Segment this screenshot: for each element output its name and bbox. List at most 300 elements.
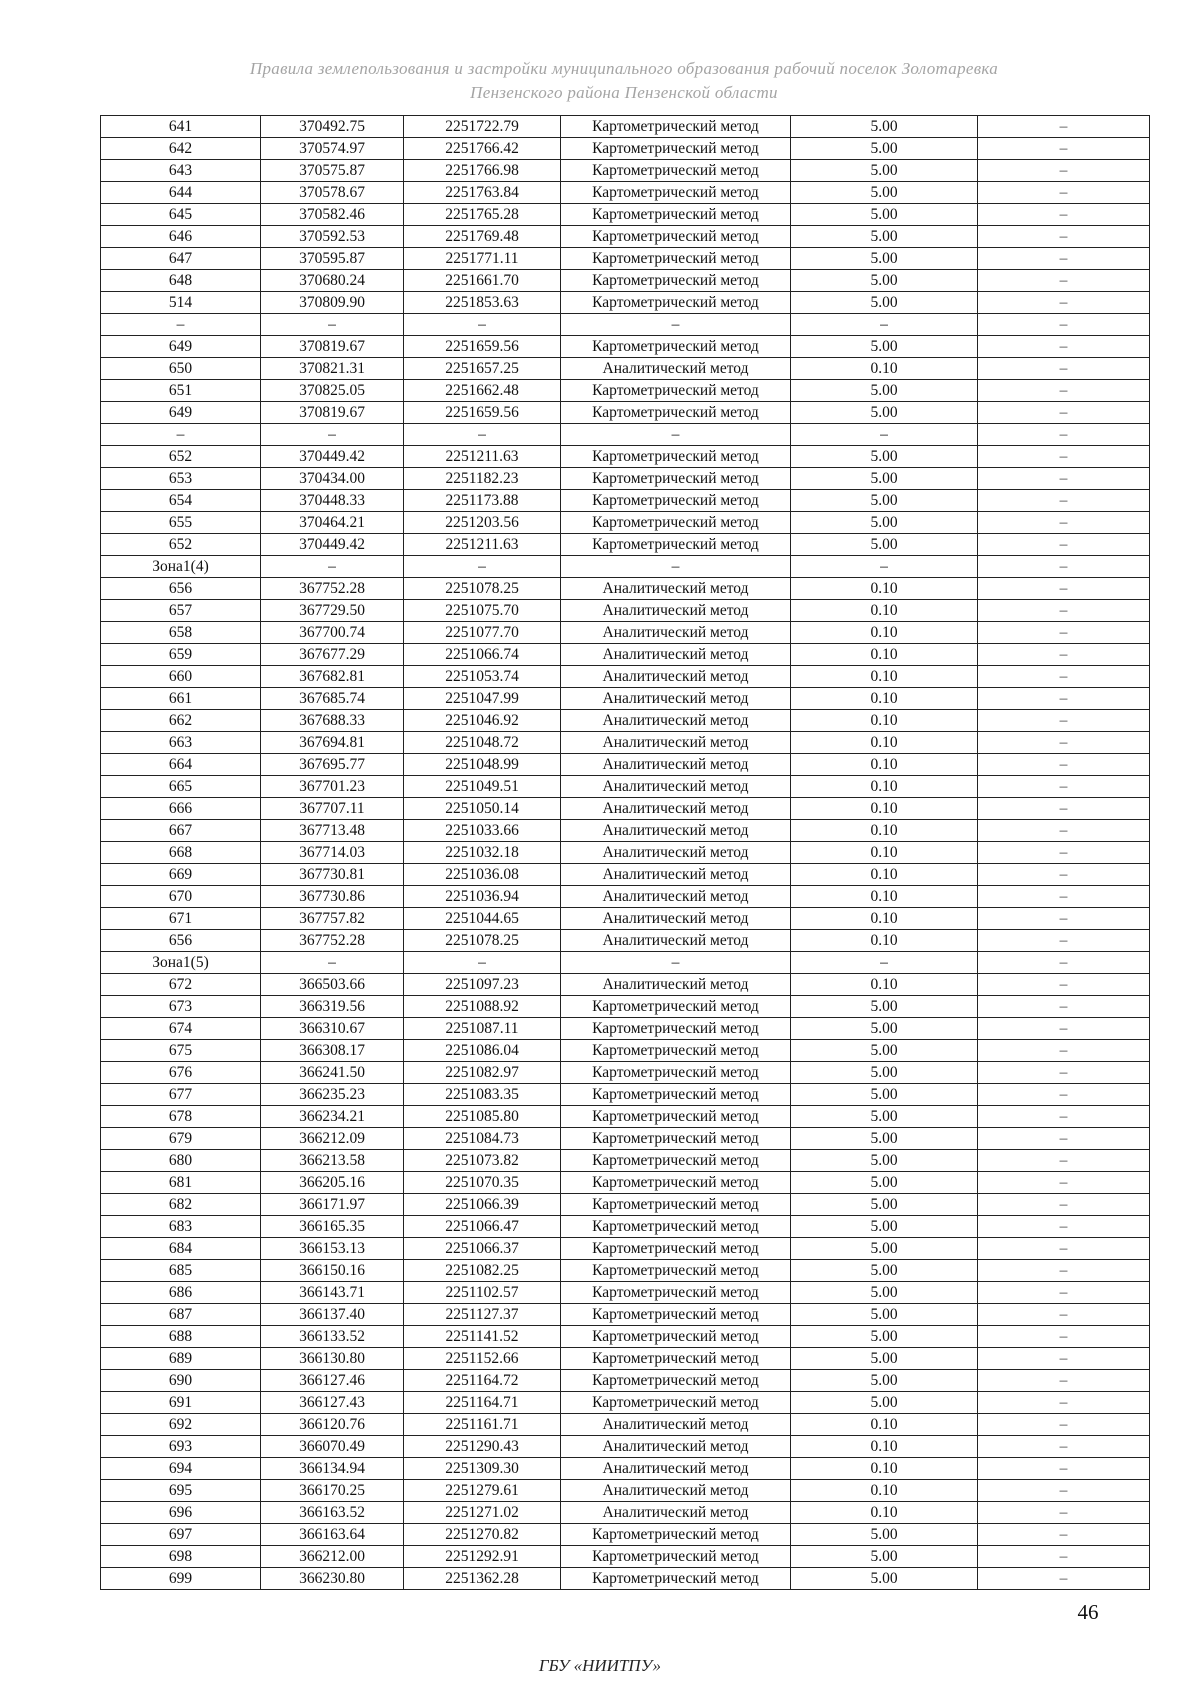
cell-note: – [978, 1568, 1150, 1590]
cell-y-coordinate: 2251211.63 [404, 534, 561, 556]
cell-y-coordinate: 2251077.70 [404, 622, 561, 644]
cell-note: – [978, 1502, 1150, 1524]
cell-point-number: 641 [101, 116, 261, 138]
cell-method: Аналитический метод [561, 864, 791, 886]
cell-note: – [978, 908, 1150, 930]
cell-note: – [978, 1458, 1150, 1480]
cell-note: – [978, 1194, 1150, 1216]
cell-note: – [978, 226, 1150, 248]
cell-note: – [978, 270, 1150, 292]
table-row [101, 1260, 1150, 1282]
cell-point-number: 695 [101, 1480, 261, 1502]
cell-x-coordinate: 370825.05 [261, 380, 404, 402]
cell-y-coordinate: 2251362.28 [404, 1568, 561, 1590]
cell-method: Аналитический метод [561, 820, 791, 842]
cell-x-coordinate: 370449.42 [261, 534, 404, 556]
cell-method: Картометрический метод [561, 1370, 791, 1392]
table-row [101, 490, 1150, 512]
page-number: 46 [1077, 1600, 1099, 1624]
table-row [101, 468, 1150, 490]
cell-x-coordinate: 367714.03 [261, 842, 404, 864]
header-title-line-2: Пензенского района Пензенской области [470, 83, 778, 102]
cell-accuracy: 5.00 [791, 204, 978, 226]
cell-point-number: 666 [101, 798, 261, 820]
cell-x-coordinate: 366503.66 [261, 974, 404, 996]
cell-method: Картометрический метод [561, 490, 791, 512]
cell-accuracy: 0.10 [791, 842, 978, 864]
cell-x-coordinate: – [261, 556, 404, 578]
cell-method: Аналитический метод [561, 886, 791, 908]
cell-accuracy: 5.00 [791, 116, 978, 138]
cell-note: – [978, 138, 1150, 160]
cell-accuracy: 5.00 [791, 270, 978, 292]
document-header [100, 57, 1148, 105]
cell-accuracy: 5.00 [791, 1238, 978, 1260]
cell-point-number: 685 [101, 1260, 261, 1282]
cell-accuracy: 5.00 [791, 336, 978, 358]
cell-x-coordinate: – [261, 952, 404, 974]
cell-point-number: 688 [101, 1326, 261, 1348]
cell-method: Картометрический метод [561, 996, 791, 1018]
table-row [101, 1062, 1150, 1084]
cell-y-coordinate: 2251084.73 [404, 1128, 561, 1150]
cell-x-coordinate: 370680.24 [261, 270, 404, 292]
cell-note: – [978, 1150, 1150, 1172]
cell-y-coordinate: 2251271.02 [404, 1502, 561, 1524]
table-row [101, 1304, 1150, 1326]
cell-point-number: 651 [101, 380, 261, 402]
cell-accuracy: 0.10 [791, 908, 978, 930]
cell-method: Аналитический метод [561, 1414, 791, 1436]
cell-y-coordinate: 2251659.56 [404, 402, 561, 424]
cell-note: – [978, 754, 1150, 776]
table-row [101, 1414, 1150, 1436]
cell-accuracy: – [791, 424, 978, 446]
cell-point-number: 670 [101, 886, 261, 908]
cell-x-coordinate: 366212.09 [261, 1128, 404, 1150]
cell-method: Картометрический метод [561, 138, 791, 160]
cell-point-number: 644 [101, 182, 261, 204]
cell-y-coordinate: 2251211.63 [404, 446, 561, 468]
cell-method: Аналитический метод [561, 930, 791, 952]
cell-x-coordinate: 370582.46 [261, 204, 404, 226]
cell-point-number: 689 [101, 1348, 261, 1370]
cell-note: – [978, 974, 1150, 996]
cell-accuracy: 0.10 [791, 776, 978, 798]
cell-point-number: 680 [101, 1150, 261, 1172]
cell-method: Аналитический метод [561, 688, 791, 710]
cell-note: – [978, 1370, 1150, 1392]
table-row [101, 1150, 1150, 1172]
cell-x-coordinate: 367700.74 [261, 622, 404, 644]
cell-note: – [978, 1436, 1150, 1458]
cell-point-number: 686 [101, 1282, 261, 1304]
table-row [101, 556, 1150, 578]
cell-note: – [978, 1414, 1150, 1436]
cell-point-number: 672 [101, 974, 261, 996]
cell-point-number: 669 [101, 864, 261, 886]
cell-point-number: 656 [101, 578, 261, 600]
table-row [101, 380, 1150, 402]
cell-note: – [978, 776, 1150, 798]
table-row [101, 732, 1150, 754]
cell-note: – [978, 1260, 1150, 1282]
table-row [101, 512, 1150, 534]
table-row [101, 600, 1150, 622]
cell-x-coordinate: – [261, 424, 404, 446]
cell-point-number: 648 [101, 270, 261, 292]
cell-x-coordinate: 367695.77 [261, 754, 404, 776]
cell-accuracy: 0.10 [791, 1458, 978, 1480]
cell-y-coordinate: 2251036.94 [404, 886, 561, 908]
cell-note: – [978, 490, 1150, 512]
cell-accuracy: 5.00 [791, 468, 978, 490]
table-row [101, 226, 1150, 248]
cell-y-coordinate: 2251771.11 [404, 248, 561, 270]
cell-point-number: 681 [101, 1172, 261, 1194]
cell-y-coordinate: 2251073.82 [404, 1150, 561, 1172]
cell-note: – [978, 1062, 1150, 1084]
cell-y-coordinate: 2251127.37 [404, 1304, 561, 1326]
cell-accuracy: 5.00 [791, 1524, 978, 1546]
cell-accuracy: 5.00 [791, 534, 978, 556]
table-row [101, 1524, 1150, 1546]
cell-accuracy: 5.00 [791, 138, 978, 160]
cell-note: – [978, 1084, 1150, 1106]
cell-note: – [978, 1106, 1150, 1128]
cell-accuracy: 5.00 [791, 1040, 978, 1062]
cell-method: Аналитический метод [561, 666, 791, 688]
cell-note: – [978, 1326, 1150, 1348]
cell-x-coordinate: 366310.67 [261, 1018, 404, 1040]
cell-point-number: Зона1(5) [101, 952, 261, 974]
cell-accuracy: 0.10 [791, 622, 978, 644]
cell-accuracy: 5.00 [791, 1392, 978, 1414]
cell-method: Картометрический метод [561, 1392, 791, 1414]
cell-method: Аналитический метод [561, 1458, 791, 1480]
cell-y-coordinate: 2251164.71 [404, 1392, 561, 1414]
cell-y-coordinate: 2251164.72 [404, 1370, 561, 1392]
cell-x-coordinate: 366205.16 [261, 1172, 404, 1194]
cell-point-number: 697 [101, 1524, 261, 1546]
cell-point-number: 643 [101, 160, 261, 182]
cell-point-number: 649 [101, 336, 261, 358]
table-row [101, 182, 1150, 204]
cell-accuracy: 0.10 [791, 578, 978, 600]
cell-point-number: 684 [101, 1238, 261, 1260]
cell-accuracy: 5.00 [791, 1546, 978, 1568]
cell-note: – [978, 468, 1150, 490]
cell-point-number: 647 [101, 248, 261, 270]
cell-note: – [978, 1392, 1150, 1414]
cell-accuracy: 5.00 [791, 1062, 978, 1084]
cell-x-coordinate: 366070.49 [261, 1436, 404, 1458]
cell-x-coordinate: 367730.86 [261, 886, 404, 908]
cell-point-number: 668 [101, 842, 261, 864]
cell-y-coordinate: 2251152.66 [404, 1348, 561, 1370]
table-row [101, 336, 1150, 358]
cell-x-coordinate: 370595.87 [261, 248, 404, 270]
table-row [101, 578, 1150, 600]
cell-point-number: 652 [101, 534, 261, 556]
cell-note: – [978, 1348, 1150, 1370]
table-row [101, 402, 1150, 424]
cell-note: – [978, 336, 1150, 358]
cell-y-coordinate: 2251086.04 [404, 1040, 561, 1062]
cell-note: – [978, 820, 1150, 842]
cell-accuracy: 0.10 [791, 644, 978, 666]
cell-x-coordinate: 370592.53 [261, 226, 404, 248]
cell-x-coordinate: 367677.29 [261, 644, 404, 666]
table-row [101, 710, 1150, 732]
cell-y-coordinate: 2251290.43 [404, 1436, 561, 1458]
cell-method: Картометрический метод [561, 116, 791, 138]
cell-x-coordinate: 366230.80 [261, 1568, 404, 1590]
cell-x-coordinate: 366150.16 [261, 1260, 404, 1282]
table-row [101, 1480, 1150, 1502]
cell-note: – [978, 204, 1150, 226]
cell-x-coordinate: 370819.67 [261, 402, 404, 424]
cell-method: Картометрический метод [561, 402, 791, 424]
cell-x-coordinate: 367682.81 [261, 666, 404, 688]
cell-y-coordinate: 2251033.66 [404, 820, 561, 842]
table-row [101, 1194, 1150, 1216]
cell-accuracy: 0.10 [791, 820, 978, 842]
cell-note: – [978, 886, 1150, 908]
cell-x-coordinate: 366165.35 [261, 1216, 404, 1238]
cell-y-coordinate: 2251075.70 [404, 600, 561, 622]
cell-x-coordinate: 366143.71 [261, 1282, 404, 1304]
cell-method: Картометрический метод [561, 1106, 791, 1128]
cell-method: Картометрический метод [561, 1040, 791, 1062]
cell-y-coordinate: 2251078.25 [404, 930, 561, 952]
cell-point-number: 676 [101, 1062, 261, 1084]
cell-point-number: 665 [101, 776, 261, 798]
cell-note: – [978, 578, 1150, 600]
cell-method: – [561, 424, 791, 446]
table-row [101, 1458, 1150, 1480]
cell-point-number: 682 [101, 1194, 261, 1216]
table-row [101, 1172, 1150, 1194]
cell-x-coordinate: 367729.50 [261, 600, 404, 622]
cell-x-coordinate: 366235.23 [261, 1084, 404, 1106]
table-row [101, 1238, 1150, 1260]
table-row [101, 1568, 1150, 1590]
cell-y-coordinate: 2251078.25 [404, 578, 561, 600]
cell-note: – [978, 1040, 1150, 1062]
cell-note: – [978, 314, 1150, 336]
cell-method: Картометрический метод [561, 1018, 791, 1040]
table-row [101, 1216, 1150, 1238]
cell-method: Картометрический метод [561, 204, 791, 226]
cell-note: – [978, 842, 1150, 864]
cell-note: – [978, 182, 1150, 204]
cell-point-number: – [101, 314, 261, 336]
cell-note: – [978, 688, 1150, 710]
cell-accuracy: 5.00 [791, 1370, 978, 1392]
cell-y-coordinate: 2251048.72 [404, 732, 561, 754]
cell-y-coordinate: 2251087.11 [404, 1018, 561, 1040]
cell-x-coordinate: 366133.52 [261, 1326, 404, 1348]
cell-accuracy: 5.00 [791, 446, 978, 468]
cell-y-coordinate: 2251102.57 [404, 1282, 561, 1304]
cell-accuracy: 5.00 [791, 512, 978, 534]
cell-method: Картометрический метод [561, 380, 791, 402]
cell-point-number: 690 [101, 1370, 261, 1392]
table-row [101, 358, 1150, 380]
table-row [101, 314, 1150, 336]
cell-x-coordinate: 367730.81 [261, 864, 404, 886]
cell-accuracy: 0.10 [791, 600, 978, 622]
cell-note: – [978, 160, 1150, 182]
cell-method: Картометрический метод [561, 1062, 791, 1084]
table-row [101, 864, 1150, 886]
cell-y-coordinate: 2251173.88 [404, 490, 561, 512]
cell-method: Аналитический метод [561, 754, 791, 776]
cell-point-number: 514 [101, 292, 261, 314]
cell-x-coordinate: 367685.74 [261, 688, 404, 710]
cell-y-coordinate: 2251049.51 [404, 776, 561, 798]
cell-y-coordinate: 2251066.37 [404, 1238, 561, 1260]
cell-method: Аналитический метод [561, 974, 791, 996]
cell-point-number: 674 [101, 1018, 261, 1040]
table-row [101, 996, 1150, 1018]
cell-y-coordinate: 2251662.48 [404, 380, 561, 402]
cell-method: Аналитический метод [561, 600, 791, 622]
cell-point-number: 675 [101, 1040, 261, 1062]
cell-note: – [978, 622, 1150, 644]
cell-accuracy: – [791, 952, 978, 974]
cell-note: – [978, 248, 1150, 270]
table-row [101, 886, 1150, 908]
cell-y-coordinate: 2251141.52 [404, 1326, 561, 1348]
cell-method: Аналитический метод [561, 798, 791, 820]
cell-y-coordinate: 2251203.56 [404, 512, 561, 534]
cell-x-coordinate: 367688.33 [261, 710, 404, 732]
table-row [101, 1084, 1150, 1106]
cell-method: Аналитический метод [561, 842, 791, 864]
cell-y-coordinate: – [404, 424, 561, 446]
cell-y-coordinate: 2251657.25 [404, 358, 561, 380]
cell-point-number: 661 [101, 688, 261, 710]
cell-note: – [978, 1018, 1150, 1040]
cell-y-coordinate: 2251270.82 [404, 1524, 561, 1546]
cell-y-coordinate: 2251036.08 [404, 864, 561, 886]
cell-method: Картометрический метод [561, 1260, 791, 1282]
cell-x-coordinate: – [261, 314, 404, 336]
cell-method: Картометрический метод [561, 468, 791, 490]
cell-note: – [978, 1546, 1150, 1568]
cell-accuracy: 5.00 [791, 1194, 978, 1216]
cell-method: Аналитический метод [561, 776, 791, 798]
cell-note: – [978, 358, 1150, 380]
cell-point-number: 683 [101, 1216, 261, 1238]
cell-x-coordinate: 366241.50 [261, 1062, 404, 1084]
cell-method: Картометрический метод [561, 1568, 791, 1590]
cell-y-coordinate: 2251053.74 [404, 666, 561, 688]
cell-method: – [561, 556, 791, 578]
cell-x-coordinate: 367713.48 [261, 820, 404, 842]
cell-point-number: 694 [101, 1458, 261, 1480]
cell-method: Картометрический метод [561, 226, 791, 248]
table-row [101, 952, 1150, 974]
cell-method: Аналитический метод [561, 710, 791, 732]
cell-x-coordinate: 366120.76 [261, 1414, 404, 1436]
cell-method: Картометрический метод [561, 1238, 791, 1260]
cell-accuracy: 5.00 [791, 1172, 978, 1194]
cell-note: – [978, 666, 1150, 688]
cell-x-coordinate: 366163.64 [261, 1524, 404, 1546]
cell-note: – [978, 1304, 1150, 1326]
cell-method: Картометрический метод [561, 1546, 791, 1568]
cell-y-coordinate: 2251046.92 [404, 710, 561, 732]
cell-y-coordinate: 2251044.65 [404, 908, 561, 930]
table-row [101, 270, 1150, 292]
cell-x-coordinate: 366127.43 [261, 1392, 404, 1414]
cell-method: Аналитический метод [561, 578, 791, 600]
cell-y-coordinate: 2251279.61 [404, 1480, 561, 1502]
table-row [101, 204, 1150, 226]
cell-y-coordinate: – [404, 952, 561, 974]
cell-accuracy: 0.10 [791, 358, 978, 380]
cell-point-number: 691 [101, 1392, 261, 1414]
table-row [101, 248, 1150, 270]
cell-note: – [978, 1216, 1150, 1238]
cell-note: – [978, 534, 1150, 556]
cell-note: – [978, 556, 1150, 578]
cell-y-coordinate: 2251082.25 [404, 1260, 561, 1282]
cell-note: – [978, 1480, 1150, 1502]
table-row [101, 1502, 1150, 1524]
table-row [101, 1326, 1150, 1348]
cell-accuracy: 5.00 [791, 1216, 978, 1238]
table-row [101, 974, 1150, 996]
cell-point-number: 653 [101, 468, 261, 490]
cell-x-coordinate: 370574.97 [261, 138, 404, 160]
cell-point-number: 657 [101, 600, 261, 622]
cell-x-coordinate: 366170.25 [261, 1480, 404, 1502]
cell-accuracy: 0.10 [791, 666, 978, 688]
table-row [101, 930, 1150, 952]
cell-method: Аналитический метод [561, 358, 791, 380]
cell-accuracy: 5.00 [791, 1128, 978, 1150]
cell-method: Аналитический метод [561, 1502, 791, 1524]
table-row [101, 1370, 1150, 1392]
cell-method: Картометрический метод [561, 1524, 791, 1546]
cell-method: Картометрический метод [561, 182, 791, 204]
cell-point-number: 659 [101, 644, 261, 666]
coordinate-table [100, 115, 1150, 1590]
cell-method: Картометрический метод [561, 248, 791, 270]
table-row [101, 1392, 1150, 1414]
cell-y-coordinate: 2251769.48 [404, 226, 561, 248]
table-row [101, 842, 1150, 864]
cell-x-coordinate: 366153.13 [261, 1238, 404, 1260]
cell-accuracy: 5.00 [791, 1568, 978, 1590]
cell-y-coordinate: 2251766.98 [404, 160, 561, 182]
cell-point-number: 652 [101, 446, 261, 468]
cell-note: – [978, 864, 1150, 886]
cell-accuracy: 0.10 [791, 754, 978, 776]
cell-accuracy: 5.00 [791, 226, 978, 248]
cell-y-coordinate: 2251048.99 [404, 754, 561, 776]
cell-x-coordinate: 366212.00 [261, 1546, 404, 1568]
table-row [101, 820, 1150, 842]
cell-x-coordinate: 366127.46 [261, 1370, 404, 1392]
cell-accuracy: 5.00 [791, 1304, 978, 1326]
cell-y-coordinate: 2251853.63 [404, 292, 561, 314]
cell-y-coordinate: 2251182.23 [404, 468, 561, 490]
